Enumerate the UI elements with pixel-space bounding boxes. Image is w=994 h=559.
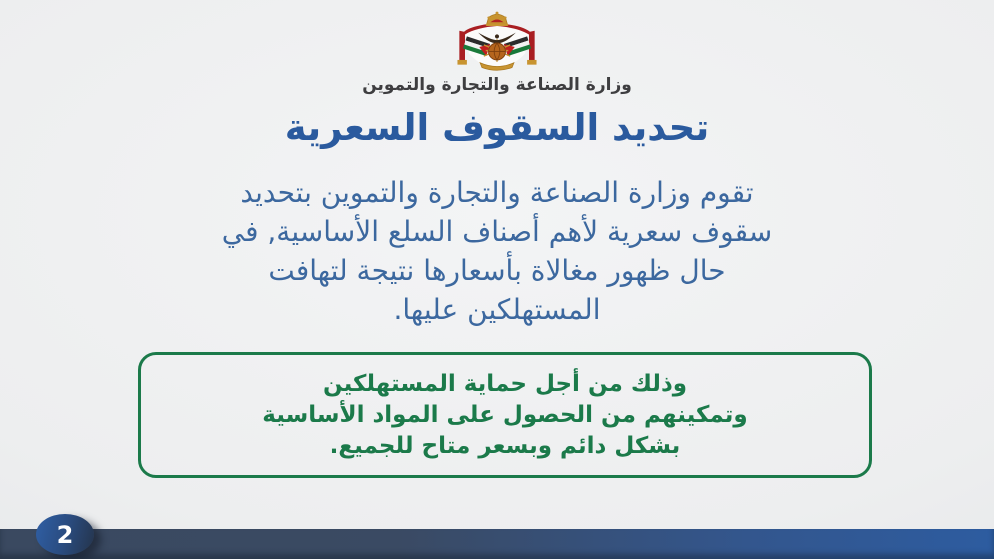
intro-line-1: تقوم وزارة الصناعة والتجارة والتموين بتحديد [240, 176, 754, 209]
highlight-line-2: وتمكينهم من الحصول على المواد الأساسية [262, 401, 748, 428]
highlight-line-1: وذلك من أجل حماية المستهلكين [322, 370, 688, 397]
intro-paragraph [0, 173, 994, 329]
page-number-badge [36, 514, 94, 555]
highlight-box [138, 352, 872, 478]
ministry-name: وزارة الصناعة والتجارة والتموين [362, 75, 632, 95]
intro-line-4: المستهلكين عليها. [393, 293, 601, 326]
page-title: تحديد السقوف السعرية [284, 106, 710, 149]
highlight-line-3: بشكل دائم وبسعر متاح للجميع. [329, 432, 681, 459]
footer-bar [0, 529, 994, 559]
page-number: 2 [56, 520, 74, 549]
intro-line-3: حال ظهور مغالاة بأسعارها نتيجة لتهافت [268, 254, 726, 287]
jordan-coat-of-arms-logo [437, 11, 557, 75]
intro-line-2: سقوف سعرية لأهم أصناف السلع الأساسية, في [221, 215, 773, 248]
